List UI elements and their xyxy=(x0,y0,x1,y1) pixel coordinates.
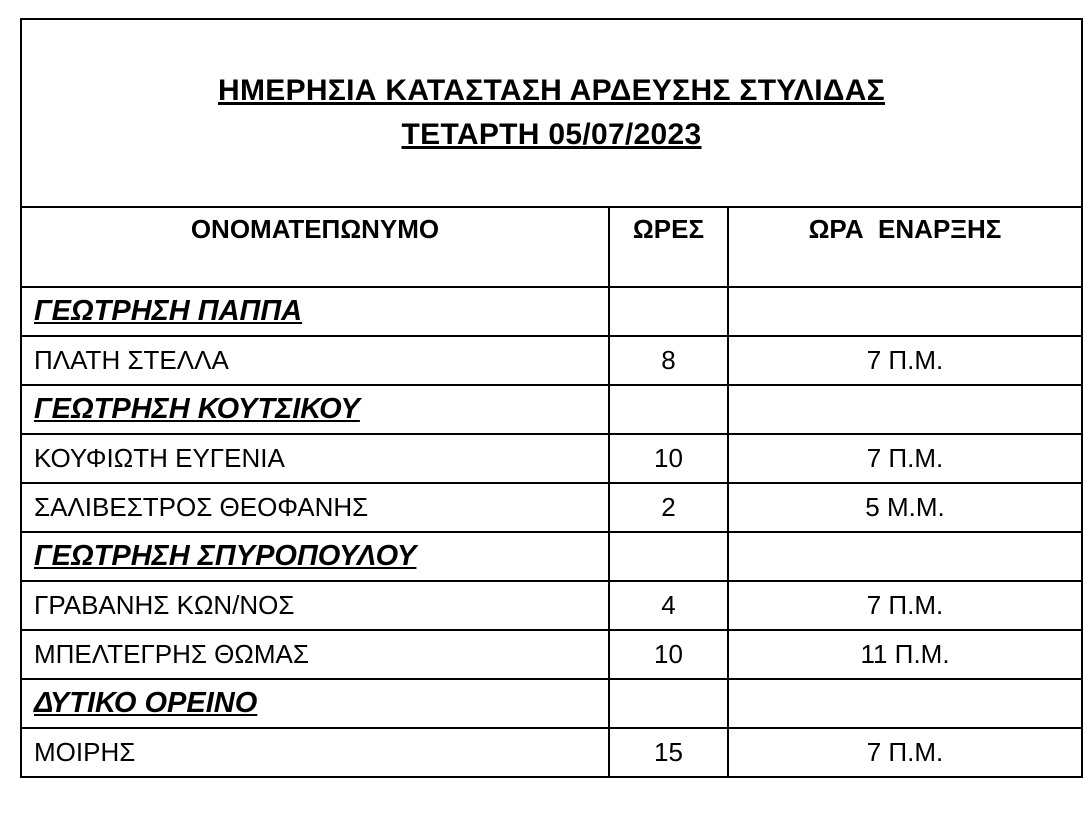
section-row xyxy=(21,532,1082,581)
table-row xyxy=(21,581,1082,630)
header-hours-label: ΩΡΕΣ xyxy=(632,214,705,244)
cell-hours xyxy=(609,679,728,728)
cell-start xyxy=(728,679,1082,728)
cell-name: ΓΕΩΤΡΗΣΗ ΣΠΥΡΟΠΟΥΛΟΥ xyxy=(21,532,609,581)
table-row xyxy=(21,728,1082,777)
cell-hours: 10 xyxy=(609,630,728,679)
table-row xyxy=(21,483,1082,532)
cell-hours xyxy=(609,385,728,434)
section-row xyxy=(21,679,1082,728)
cell-name: ΓΕΩΤΡΗΣΗ ΠΑΠΠΑ xyxy=(21,287,609,336)
section-row xyxy=(21,385,1082,434)
cell-start xyxy=(728,532,1082,581)
cell-start xyxy=(728,287,1082,336)
header-name-label: ΟΝΟΜΑΤΕΠΩΝΥΜΟ xyxy=(190,214,440,244)
cell-hours: 4 xyxy=(609,581,728,630)
table-row xyxy=(21,434,1082,483)
cell-start: 7 Π.Μ. xyxy=(728,336,1082,385)
header-start xyxy=(728,207,1082,287)
cell-start: 7 Π.Μ. xyxy=(728,434,1082,483)
cell-start: 7 Π.Μ. xyxy=(728,728,1082,777)
cell-hours: 10 xyxy=(609,434,728,483)
cell-start: 5 Μ.Μ. xyxy=(728,483,1082,532)
cell-hours: 8 xyxy=(609,336,728,385)
table-body xyxy=(21,287,1082,777)
document-date: ΤΕΤΑΡΤΗ 05/07/2023 xyxy=(401,118,702,151)
cell-start xyxy=(728,385,1082,434)
cell-hours: 15 xyxy=(609,728,728,777)
cell-hours: 2 xyxy=(609,483,728,532)
cell-hours xyxy=(609,532,728,581)
title-cell xyxy=(21,19,1082,207)
table-row xyxy=(21,336,1082,385)
cell-name: ΓΕΩΤΡΗΣΗ ΚΟΥΤΣΙΚΟΥ xyxy=(21,385,609,434)
cell-name: ΣΑΛΙΒΕΣΤΡΟΣ ΘΕΟΦΑΝΗΣ xyxy=(21,483,609,532)
header-start-label: ΩΡΑ ΕΝΑΡΞΗΣ xyxy=(808,214,1002,244)
document-title: ΗΜΕΡΗΣΙΑ ΚΑΤΑΣΤΑΣΗ ΑΡΔΕΥΣΗΣ ΣΤΥΛΙΔΑΣ xyxy=(218,74,885,107)
irrigation-schedule-table xyxy=(20,18,1083,778)
header-hours xyxy=(609,207,728,287)
header-name xyxy=(21,207,609,287)
title-row xyxy=(21,19,1082,207)
cell-name: ΓΡΑΒΑΝΗΣ ΚΩΝ/ΝΟΣ xyxy=(21,581,609,630)
cell-start: 11 Π.Μ. xyxy=(728,630,1082,679)
cell-hours xyxy=(609,287,728,336)
cell-name: ΠΛΑΤΗ ΣΤΕΛΛΑ xyxy=(21,336,609,385)
cell-name: ΔΥΤΙΚΟ ΟΡΕΙΝΟ xyxy=(21,679,609,728)
table-row xyxy=(21,630,1082,679)
cell-name: ΜΟΙΡΗΣ xyxy=(21,728,609,777)
cell-name: ΜΠΕΛΤΕΓΡΗΣ ΘΩΜΑΣ xyxy=(21,630,609,679)
header-row xyxy=(21,207,1082,287)
cell-start: 7 Π.Μ. xyxy=(728,581,1082,630)
section-row xyxy=(21,287,1082,336)
cell-name: ΚΟΥΦΙΩΤΗ ΕΥΓΕΝΙΑ xyxy=(21,434,609,483)
